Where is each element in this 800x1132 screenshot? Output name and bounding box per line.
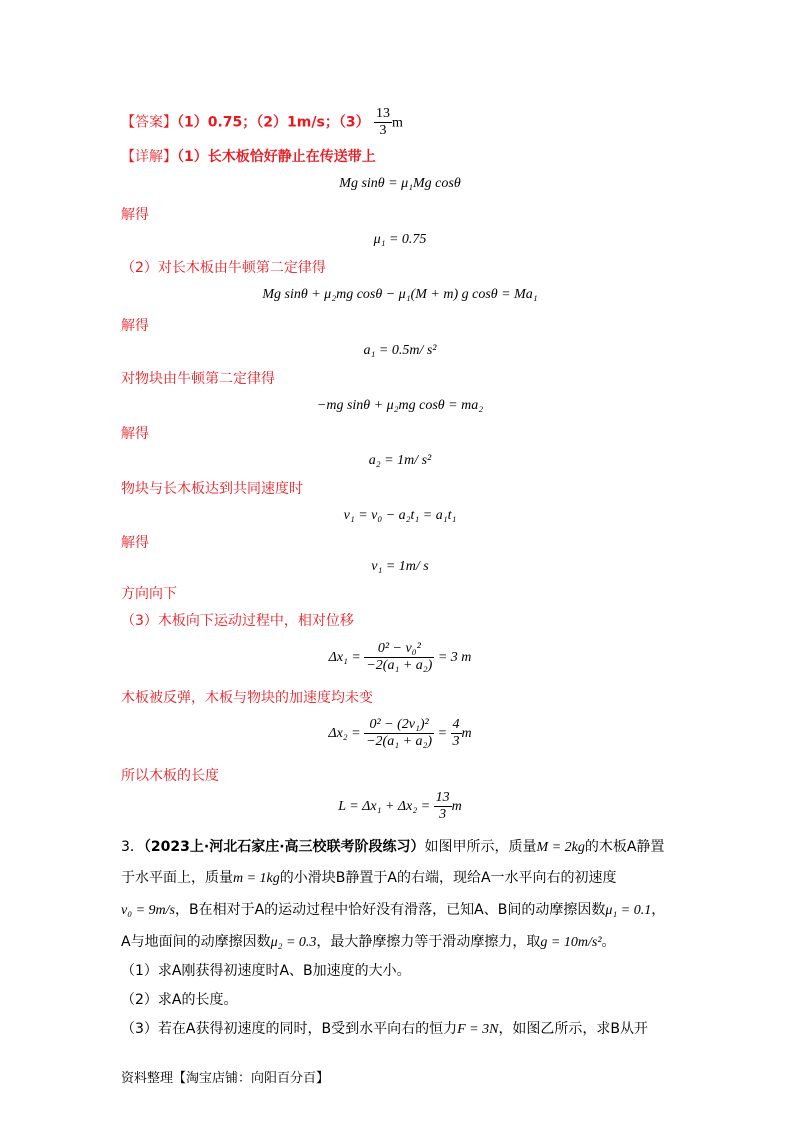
equation-11 — [0, 785, 800, 829]
equation-8: v₁ = 1m/ s — [371, 559, 429, 574]
answer-part2: （2）1m/s； — [256, 114, 339, 131]
problem-line-4: A与地面间的动摩擦因数μ₂ = 0.3，最大静摩擦力等于滑动摩擦力，取g = 10m/s²。 — [121, 934, 616, 950]
equation-1: Mg sinθ = μ₁Mg cosθ — [339, 176, 461, 191]
answer-part3: （3） — [338, 114, 370, 131]
answer-part1: （1）0.75； — [177, 114, 257, 131]
problem-line-3: v₀ = 9m/s，B在相对于A的运动过程中恰好没有滑落，已知A、B间的动摩擦因数μ₁ = 0.1， — [121, 902, 666, 918]
detail-line-6: （3）木板向下运动过程中，相对位移 — [121, 613, 354, 629]
solve-label-2: 解得 — [121, 318, 149, 334]
answer-unit: m — [392, 115, 403, 131]
detail-line-7: 木板被反弹，木板与物块的加速度均未变 — [121, 690, 373, 706]
question-3: （3）若在A获得初速度的同时，B受到水平向右的恒力F = 3N，如图乙所示，求B从开 — [121, 1021, 649, 1037]
solve-label-4: 解得 — [121, 535, 149, 551]
detail-line-2: （2）对长木板由牛顿第二定律得 — [121, 260, 326, 276]
equation-10 — [0, 708, 800, 760]
equation-10-result: $\frac{4}{3}$ — [452, 717, 460, 750]
equation-9-fraction: $\frac{\text{0² − v₀²}}{\text{−2(a₁ + a₂)}}$ — [366, 641, 433, 674]
equation-9 — [0, 632, 800, 684]
answer-line — [121, 106, 403, 139]
friction-coef-1: μ₁ = 0.1 — [605, 903, 652, 918]
equation-9-rhs: = 3 m — [437, 650, 472, 665]
equation-11-fraction: $\frac{13}{3}$ — [435, 790, 450, 823]
friction-coef-2: μ₂ = 0.3 — [270, 935, 317, 950]
gravity-g: g = 10m/s² — [540, 935, 602, 950]
detail-tag: 【详解】 — [121, 149, 177, 165]
problem-number: 3． — [121, 839, 144, 855]
equation-6: a₂ = 1m/ s² — [368, 453, 432, 468]
solve-label-1: 解得 — [121, 207, 149, 223]
problem-source: （2023上·河北石家庄·高三校联考阶段练习） — [143, 839, 425, 855]
page-footer: 资料整理【淘宝店铺：向阳百分百】 — [121, 1071, 330, 1086]
detail-line-4: 物块与长木板达到共同速度时 — [121, 481, 303, 497]
detail-line-8: 所以木板的长度 — [121, 768, 219, 784]
detail-line-5: 方向向下 — [121, 586, 177, 602]
detail-line-1 — [121, 147, 376, 167]
question-2: （2）求A的长度。 — [121, 992, 238, 1008]
equation-3: Mg sinθ + μ₂mg cosθ − μ₁(M + m) g cosθ = Ma₁ — [262, 287, 538, 302]
equation-9-lhs: Δx₁ = — [328, 650, 361, 665]
initial-velocity: v₀ = 9m/s — [121, 903, 175, 918]
question-1: （1）求A刚获得初速度时A、B加速度的大小。 — [121, 963, 411, 979]
detail-line-3: 对物块由牛顿第二定律得 — [121, 371, 275, 387]
equation-10-fraction: $\frac{\text{0² − (2v₁)²}}{\text{−2(a₁ + a₂)}}$ — [366, 717, 433, 750]
equation-4: a₁ = 0.5m/ s² — [363, 343, 437, 358]
equation-7: v₁ = v₀ − a₂t₁ = a₁t₁ — [343, 508, 457, 523]
detail-text-1: （1）长木板恰好静止在传送带上 — [177, 149, 376, 165]
solve-label-3: 解得 — [121, 426, 149, 442]
equation-2: μ₁ = 0.75 — [373, 232, 427, 247]
equation-10-unit: m — [461, 726, 472, 741]
equation-5: −mg sinθ + μ₂mg cosθ = ma₂ — [316, 398, 484, 413]
mass-M: M = 2kg — [536, 840, 585, 855]
problem-line-1: 3．（2023上·河北石家庄·高三校联考阶段练习）如图甲所示，质量M = 2kg的木板A静置 — [121, 839, 665, 855]
equation-11-lhs: L = Δx₁ + Δx₂ = — [338, 799, 431, 814]
force-F: F = 3N — [457, 1022, 499, 1037]
equation-10-lhs: Δx₂ = — [328, 726, 361, 741]
answer-fraction: $\frac{13}{3}$ — [376, 106, 391, 138]
equation-11-unit: m — [451, 799, 462, 814]
equation-10-equals: = — [437, 726, 448, 741]
answer-tag: 【答案】 — [121, 114, 177, 131]
problem-line-2: 于水平面上，质量m = 1kg的小滑块B静置于A的右端，现给A一水平向右的初速度 — [121, 870, 617, 886]
mass-m: m = 1kg — [233, 871, 280, 886]
